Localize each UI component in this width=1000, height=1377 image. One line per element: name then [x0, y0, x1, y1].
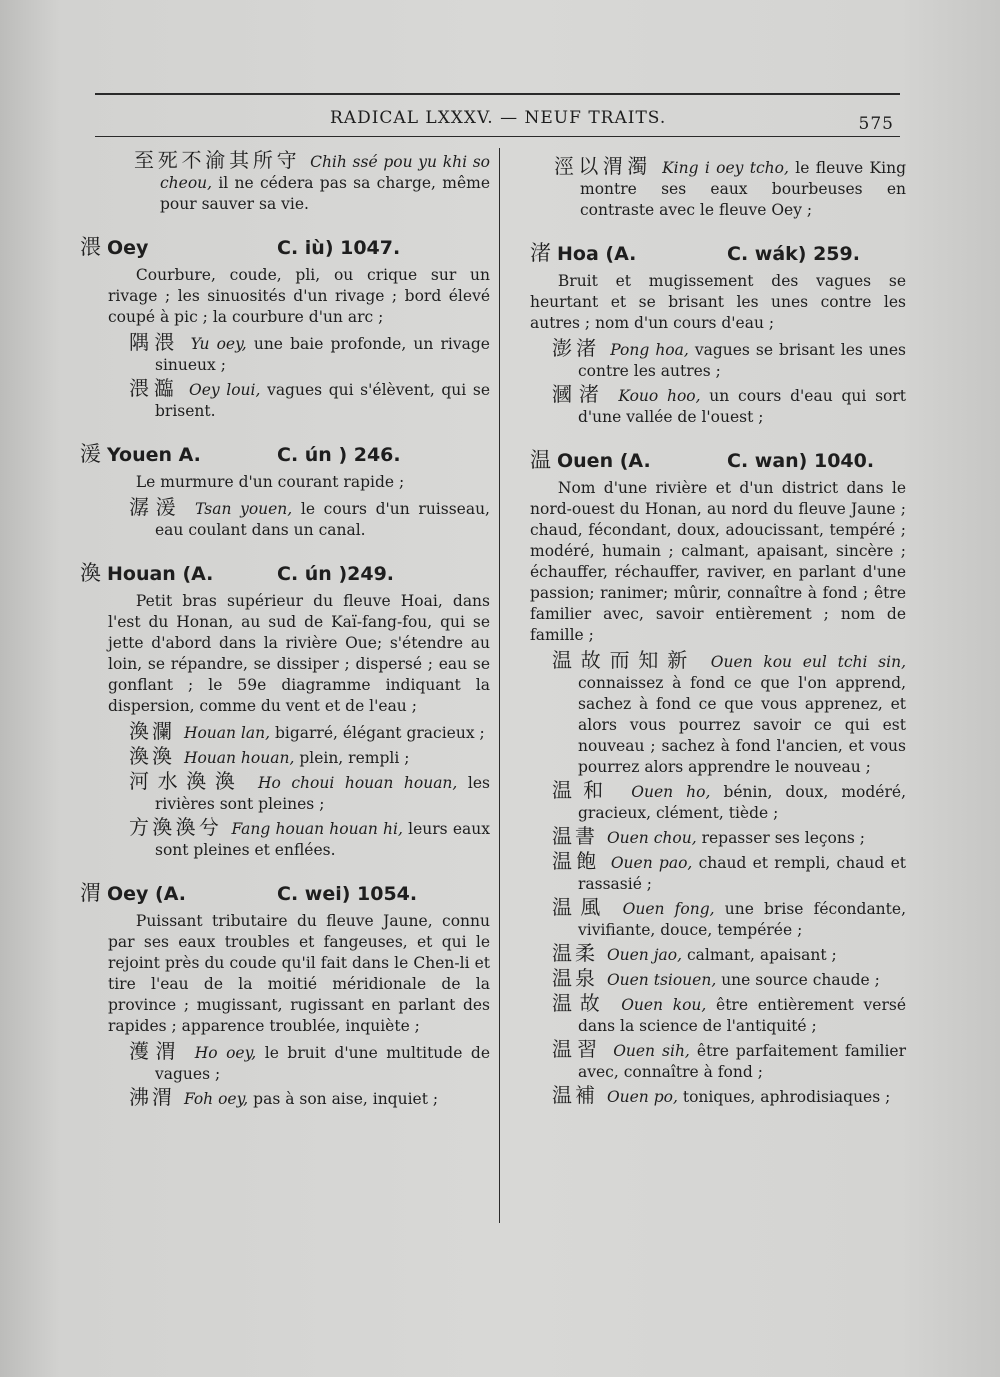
romanization: Fang houan houan hi, — [231, 820, 403, 838]
right-column — [530, 156, 906, 1110]
translation: repasser ses leçons ; — [701, 829, 865, 847]
header-underline — [95, 136, 900, 137]
entry-definition: Bruit et mugissement des vagues se heurtant et se brisant les unes contre les autres ; nom d'un cours d'eau ; — [530, 272, 906, 332]
translation: plein, rempli ; — [299, 749, 410, 767]
example — [530, 943, 906, 966]
romanization: Houan lan, — [183, 724, 271, 742]
entry-romanization: Houan (A. — [107, 563, 214, 585]
example — [80, 771, 490, 815]
romanization: Chih ssé pou yu khi so cheou, — [160, 153, 491, 192]
translation: une baie profonde, un rivage sinueux ; — [155, 335, 490, 374]
translation: une brise fécondante, vivifiante, douce, tempérée ; — [578, 900, 906, 939]
example — [530, 384, 906, 428]
chinese-phrase: 温風 — [552, 895, 609, 919]
translation: le bruit d'une multitude de vagues ; — [155, 1044, 491, 1083]
continued-example — [530, 156, 906, 221]
romanization: Ouen kou, — [621, 996, 707, 1014]
left-column — [80, 150, 490, 1112]
romanization: Yu oey, — [190, 335, 247, 353]
romanization: Kouo hoo, — [618, 387, 701, 405]
example — [530, 1039, 906, 1083]
romanization: Ho choui houan houan, — [257, 774, 458, 792]
entry-cantonese: C. wák) 259. — [727, 243, 860, 265]
page-number: 575 — [858, 114, 894, 134]
romanization: Ouen kou eul tchi sin, — [710, 653, 907, 671]
translation: vagues qui s'élèvent, qui se brisent. — [155, 381, 490, 420]
example — [80, 817, 490, 861]
chinese-phrase: 澎渚 — [552, 336, 601, 360]
chinese-phrase: 方渙渙兮 — [129, 815, 223, 839]
entry-definition: Nom d'une rivière et d'un district dans le nord-ouest du Honan, au nord du fleuve Jaune ; chaud, fécondant, doux, adoucissant, tempéré ; modéré, humain ; calmant, apaisant, sincère ; échauffer, réchauffer, raviver, en parlant d'une passion; ranimer; mûrir, connaître à fond ; être familier avec, savoir entièrement ; nom de famille ; — [530, 479, 906, 644]
top-rule — [95, 93, 900, 95]
translation: connaissez à fond ce que l'on apprend, sachez à fond ce que vous apprenez, et alors vous pourrez savoir ce qui est nouveau ; sachez à fond l'ancien, et vous pourrez alors apprendre le nouveau ; — [578, 674, 906, 776]
chinese-phrase: 温習 — [552, 1037, 603, 1061]
page-title: RADICAL LXXXV. — NEUF TRAITS. — [330, 108, 667, 128]
romanization: Ouen jao, — [606, 946, 683, 964]
entry-romanization: Youen A. — [107, 444, 201, 466]
translation: les rivières sont pleines ; — [155, 774, 490, 813]
example — [80, 332, 490, 376]
entry-character: 渚 — [530, 241, 551, 265]
romanization: Ouen chou, — [606, 829, 697, 847]
entry-heading — [80, 883, 490, 905]
running-header — [95, 108, 900, 134]
entry-romanization: Hoa (A. — [557, 243, 637, 265]
translation: le fleuve King montre ses eaux bourbeuses en contraste avec le fleuve Oey ; — [580, 159, 906, 219]
chinese-phrase: 温泉 — [552, 966, 598, 990]
example — [80, 497, 490, 541]
entry-romanization: Oey — [107, 237, 149, 259]
example — [530, 826, 906, 849]
example — [530, 1085, 906, 1108]
chinese-phrase: 温故而知新 — [552, 648, 697, 672]
entry-cantonese: C. wei) 1054. — [277, 883, 418, 905]
romanization: Oey loui, — [189, 381, 261, 399]
example — [530, 780, 906, 824]
romanization: Ouen ho, — [631, 783, 711, 801]
chinese-phrase: 温補 — [552, 1083, 598, 1107]
translation: chaud et rempli, chaud et rassasié ; — [578, 854, 906, 893]
example — [80, 1041, 490, 1085]
example — [530, 851, 906, 895]
romanization: Ho oey, — [194, 1044, 257, 1062]
chinese-phrase: 温飽 — [552, 849, 601, 873]
example — [530, 968, 906, 991]
entry-definition: Petit bras supérieur du fleuve Hoai, dans l'est du Honan, au sud de Kaï-fang-fou, qui se jette d'abord dans la rivière Oue; s'étendre au loin, se répandre, se dissiper ; dispersé ; eau se gonflant ; le 59e diagramme indiquant la dispersion, comme du vent et de l'eau ; — [108, 592, 490, 715]
chinese-phrase: 潺湲 — [129, 495, 183, 519]
example — [530, 897, 906, 941]
entry-heading — [80, 444, 490, 466]
entry-heading — [530, 243, 906, 265]
romanization: King i oey tcho, — [662, 159, 789, 177]
example — [530, 650, 906, 778]
translation: une source chaude ; — [721, 971, 880, 989]
entry-character: 渭 — [80, 881, 101, 905]
translation: calmant, apaisant ; — [686, 946, 837, 964]
romanization: Ouen fong, — [622, 900, 715, 918]
continued-example — [80, 150, 490, 215]
column-divider — [499, 148, 500, 1223]
entry-cantonese: C. iù) 1047. — [277, 237, 401, 259]
romanization: Foh oey, — [183, 1090, 249, 1108]
entry-cantonese: C. ún ) 246. — [277, 444, 401, 466]
chinese-phrase: 渙渙 — [129, 744, 175, 768]
romanization: Pong hoa, — [610, 341, 689, 359]
entry-definition: Courbure, coude, pli, ou crique sur un rivage ; les sinuosités d'un rivage ; bord élevé coupé à pic ; la courbure d'un arc ; — [108, 266, 490, 326]
entry-heading — [80, 563, 490, 585]
chinese-phrase: 温柔 — [552, 941, 598, 965]
translation: bénin, doux, modéré, gracieux, clément, tiède ; — [578, 783, 906, 822]
entry-heading — [530, 450, 906, 472]
translation: être entièrement versé dans la science de l'antiquité ; — [578, 996, 907, 1035]
example — [80, 721, 490, 744]
entry-character: 渨 — [80, 235, 101, 259]
chinese-phrase: 涇以渭濁 — [554, 154, 652, 178]
example — [530, 338, 906, 382]
translation: il ne cédera pas sa charge, même pour sauver sa vie. — [160, 174, 490, 213]
entry-character: 渙 — [80, 561, 101, 585]
entry-character: 湲 — [80, 442, 101, 466]
chinese-phrase: 隅渨 — [129, 330, 180, 354]
translation: toniques, aphrodisiaques ; — [682, 1088, 891, 1106]
entry-heading — [80, 237, 490, 259]
chinese-phrase: 河水渙渙 — [129, 769, 244, 793]
chinese-phrase: 温書 — [552, 824, 598, 848]
entry-romanization: Oey (A. — [107, 883, 186, 905]
romanization: Ouen sih, — [613, 1042, 690, 1060]
translation: leurs eaux sont pleines et enflées. — [155, 820, 490, 859]
entry-character: 温 — [530, 448, 551, 472]
chinese-phrase: 濩渭 — [129, 1039, 183, 1063]
translation: bigarré, élégant gracieux ; — [274, 724, 485, 742]
translation: vagues se brisant les unes contre les autres ; — [578, 341, 906, 380]
chinese-phrase: 沸渭 — [129, 1085, 175, 1109]
chinese-phrase: 温和 — [552, 778, 615, 802]
translation: le cours d'un ruisseau, eau coulant dans un canal. — [155, 500, 490, 539]
translation: un cours d'eau qui sort d'une vallée de l'ouest ; — [578, 387, 906, 426]
translation: pas à son aise, inquiet ; — [253, 1090, 439, 1108]
example — [530, 993, 906, 1037]
chinese-phrase: 温故 — [552, 991, 608, 1015]
chinese-phrase: 渙瀾 — [129, 719, 175, 743]
example — [80, 746, 490, 769]
romanization: Houan houan, — [183, 749, 295, 767]
entry-romanization: Ouen (A. — [557, 450, 651, 472]
chinese-phrase: 渨瀶 — [129, 376, 179, 400]
romanization: Ouen tsiouen, — [606, 971, 717, 989]
romanization: Tsan youen, — [195, 500, 293, 518]
entry-cantonese: C. wan) 1040. — [727, 450, 875, 472]
example — [80, 1087, 490, 1110]
entry-cantonese: C. ún )249. — [277, 563, 395, 585]
chinese-phrase: 漍渚 — [552, 382, 606, 406]
entry-definition: Puissant tributaire du fleuve Jaune, connu par ses eaux troubles et fangeuses, et qui le rejoint près du coude qu'il fait dans le Chen-li et tire l'eau de la moitié méridionale de la province ; mugissant, rugissant en parlant des rapides ; apparence troublée, inquiète ; — [108, 912, 490, 1035]
entry-definition: Le murmure d'un courant rapide ; — [135, 473, 405, 491]
romanization: Ouen pao, — [610, 854, 693, 872]
example — [80, 378, 490, 422]
chinese-phrase: 至死不渝其所守 — [134, 148, 301, 172]
translation: être parfaitement familier avec, connaître à fond ; — [578, 1042, 907, 1081]
romanization: Ouen po, — [606, 1088, 678, 1106]
